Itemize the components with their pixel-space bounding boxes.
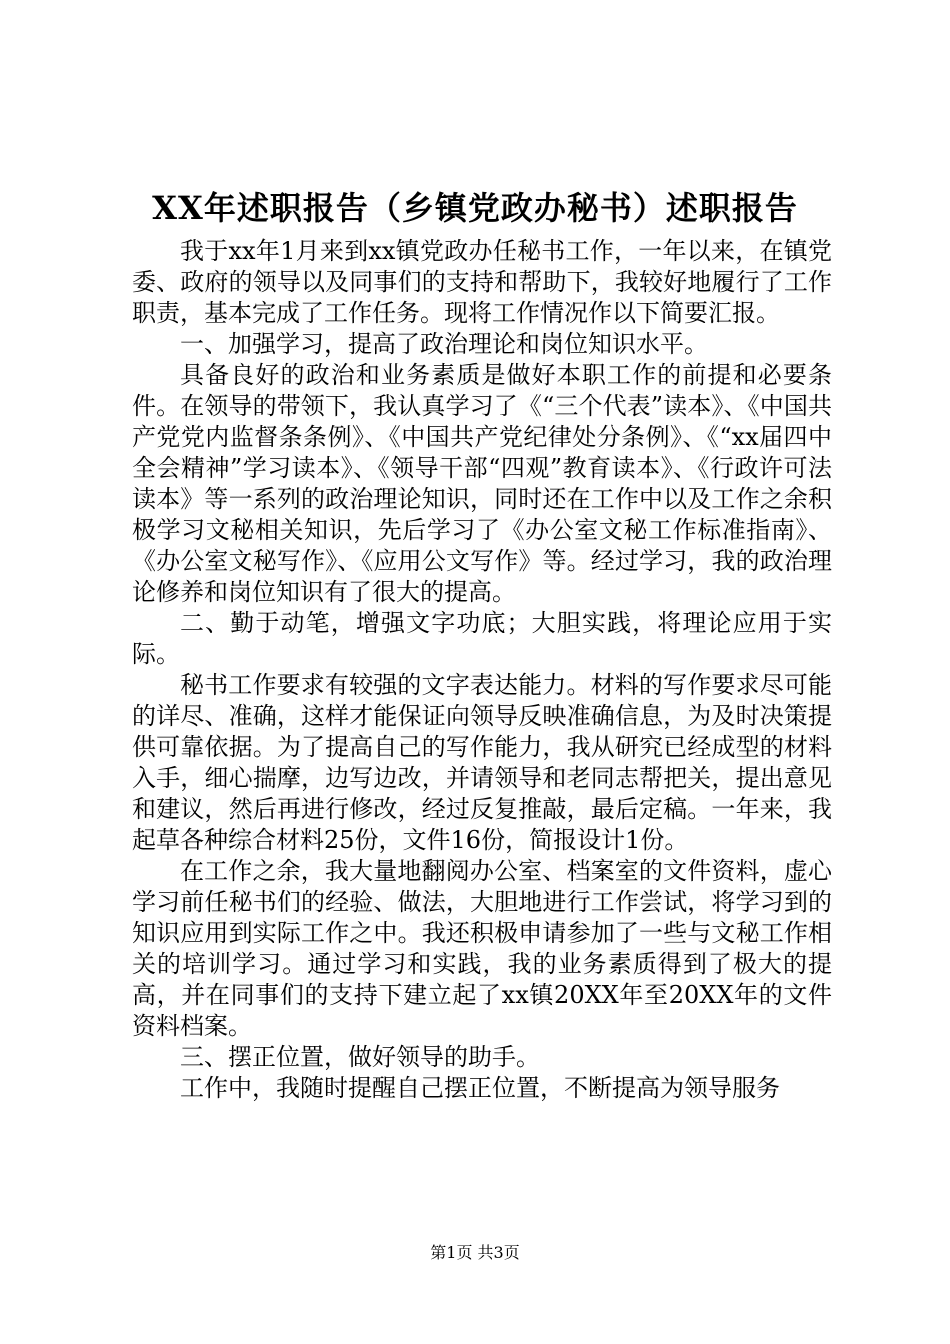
paragraph-practice: 在工作之余，我大量地翻阅办公室、档案室的文件资料，虚心学习前任秘书们的经验、做法，大胆地进行工作尝试，将学习到的知识应用到实际工作之中。我还积极申请参加了一些与文秘工作相关的培训学习。通过学习和实践，我的业务素质得到了极大的提高，并在同事们的支持下建立起了xx镇20XX年至20XX年的文件资料档案。 [132,857,832,1040]
section-heading-1: 一、加强学习，提高了政治理论和岗位知识水平。 [180,330,708,358]
page-number: 第1页 共3页 [430,1243,520,1262]
paragraph-writing: 秘书工作要求有较强的文字表达能力。材料的写作要求尽可能的详尽、准确，这样才能保证向领导反映准确信息，为及时决策提供可靠依据。为了提高自己的写作能力，我从研究已经成型的材料入手，细心揣摩，边写边改，并请领导和老同志帮把关，提出意见和建议，然后再进行修改，经过反复推敲，最后定稿。一年来，我起草各种综合材料25份，文件16份，简报设计1份。 [132,671,832,854]
paragraph-study: 具备良好的政治和业务素质是做好本职工作的前提和必要条件。在领导的带领下，我认真学习了《“三个代表”读本》、《中国共产党党内监督条条例》、《中国共产党纪律处分条例》、《“xx届四中全会精神”学习读本》、《领导干部“四观”教育读本》、《行政许可法读本》等一系列的政治理论知识，同时还在工作中以及工作之余积极学习文秘相关知识，先后学习了《办公室文秘工作标准指南》、《办公室文秘写作》、《应用公文写作》等。经过学习，我的政治理论修养和岗位知识有了很大的提高。 [132,361,832,606]
paragraph-intro: 我于xx年1月来到xx镇党政办任秘书工作，一年以来，在镇党委、政府的领导以及同事们的支持和帮助下，我较好地履行了工作职责，基本完成了工作任务。现将工作情况作以下简要汇报。 [132,237,832,327]
section-heading-2: 二、勤于动笔，增强文字功底；大胆实践，将理论应用于实际。 [132,609,832,668]
paragraph-position: 工作中，我随时提醒自己摆正位置，不断提高为领导服务 [180,1074,780,1102]
document-title: XX年述职报告（乡镇党政办秘书）述职报告 [152,189,798,227]
section-heading-3: 三、摆正位置，做好领导的助手。 [180,1043,540,1071]
document-body [132,236,832,1104]
